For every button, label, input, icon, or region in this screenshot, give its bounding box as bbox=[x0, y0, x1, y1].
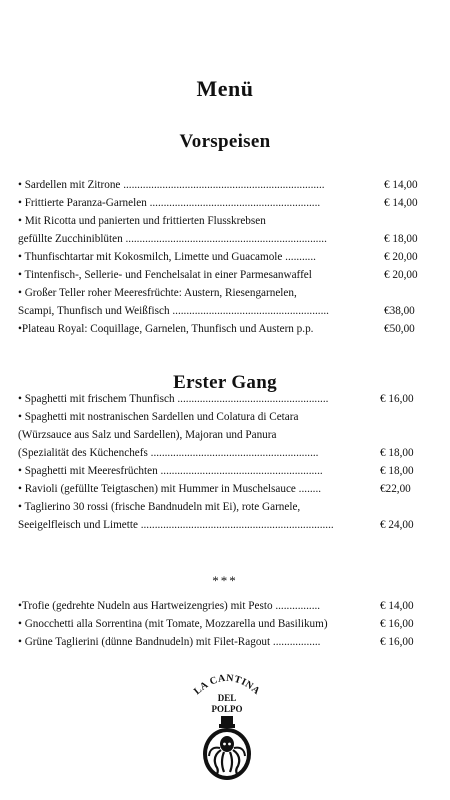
menu-item-price: € 20,00 bbox=[384, 269, 418, 281]
menu-item-price: € 24,00 bbox=[380, 519, 414, 531]
menu-item-text: (Spezialität des Küchenchefs ............................................................ bbox=[18, 447, 319, 459]
menu-list-erster-gang bbox=[18, 390, 414, 534]
menu-item bbox=[18, 462, 414, 480]
menu-item-text: • Frittierte Paranza-Garnelen ............................................................. bbox=[18, 197, 321, 209]
separator: *** bbox=[212, 573, 238, 588]
menu-item-text: • Spaghetti mit Meeresfrüchten .......................................................... bbox=[18, 465, 323, 477]
section-title-vorspeisen: Vorspeisen bbox=[179, 131, 271, 152]
menu-item-price: € 14,00 bbox=[384, 197, 418, 209]
menu-item-price: € 20,00 bbox=[384, 251, 418, 263]
menu-item-text: Scampi, Thunfisch und Weißfisch ........................................................ bbox=[18, 305, 329, 317]
menu-item-text: • Mit Ricotta und panierten und frittierten Flusskrebsen bbox=[18, 215, 266, 227]
menu-item bbox=[18, 212, 329, 230]
logo-text-line1: LA CANTINA bbox=[191, 672, 263, 698]
logo-text-line3: POLPO bbox=[211, 704, 243, 714]
logo-text-line2: DEL bbox=[217, 693, 237, 703]
menu-item bbox=[18, 444, 414, 462]
menu-item-price: € 16,00 bbox=[380, 393, 414, 405]
menu-item-price: € 18,00 bbox=[380, 447, 414, 459]
menu-item bbox=[18, 408, 334, 426]
menu-item-text: gefüllte Zucchiniblüten ........................................................................ bbox=[18, 233, 327, 245]
menu-item bbox=[18, 426, 334, 444]
menu-item bbox=[18, 194, 418, 212]
menu-item bbox=[18, 516, 414, 534]
menu-item-text: • Ravioli (gefüllte Teigtaschen) mit Hummer in Muschelsauce ........ bbox=[18, 483, 322, 495]
menu-item-text: •Plateau Royal: Coquillage, Garnelen, Thunfisch und Austern p.p. bbox=[18, 323, 314, 335]
menu-item bbox=[18, 597, 414, 615]
menu-item-text: • Spaghetti mit frischem Thunfisch ...................................................... bbox=[18, 393, 329, 405]
menu-item-text: (Würzsauce aus Salz und Sardellen), Majoran und Panura bbox=[18, 429, 277, 441]
menu-item-text: • Grüne Taglierini (dünne Bandnudeln) mit Filet-Ragout ................. bbox=[18, 636, 321, 648]
menu-item bbox=[18, 320, 415, 338]
menu-list-vorspeisen bbox=[18, 176, 418, 338]
menu-item-text: • Thunfischtartar mit Kokosmilch, Limette und Guacamole ........... bbox=[18, 251, 316, 263]
menu-item-price: € 16,00 bbox=[380, 618, 414, 630]
menu-item-price: € 14,00 bbox=[384, 179, 418, 191]
menu-item-text: • Spaghetti mit nostranischen Sardellen und Colatura di Cetara bbox=[18, 411, 299, 423]
menu-item-price: €22,00 bbox=[380, 483, 411, 495]
menu-item bbox=[18, 480, 411, 498]
menu-item-text: • Tintenfisch-, Sellerie- und Fenchelsalat in einer Parmesanwaffel bbox=[18, 269, 312, 281]
menu-item bbox=[18, 615, 414, 633]
menu-list-more bbox=[18, 597, 414, 651]
menu-item bbox=[18, 633, 414, 651]
menu-item-text: •Trofie (gedrehte Nudeln aus Hartweizengries) mit Pesto ................ bbox=[18, 600, 321, 612]
menu-item-price: € 16,00 bbox=[380, 636, 414, 648]
menu-item bbox=[18, 266, 418, 284]
menu-item-price: €38,00 bbox=[384, 305, 415, 317]
menu-item-price: €50,00 bbox=[384, 323, 415, 335]
menu-item bbox=[18, 230, 418, 248]
menu-item-text: • Taglierino 30 rossi (frische Bandnudeln mit Ei), rote Garnele, bbox=[18, 501, 301, 513]
page-title: Menü bbox=[196, 76, 254, 101]
menu-item-text: • Großer Teller roher Meeresfrüchte: Austern, Riesengarnelen, bbox=[18, 287, 297, 299]
menu-item bbox=[18, 176, 418, 194]
menu-item-text: • Sardellen mit Zitrone ........................................................................ bbox=[18, 179, 325, 191]
menu-item bbox=[18, 498, 334, 516]
menu-item-price: € 18,00 bbox=[384, 233, 418, 245]
menu-item bbox=[18, 248, 418, 266]
menu-item-price: € 18,00 bbox=[380, 465, 414, 477]
restaurant-logo bbox=[190, 666, 264, 782]
menu-item-text: • Gnocchetti alla Sorrentina (mit Tomate, Mozzarella und Basilikum) bbox=[18, 618, 328, 630]
menu-item bbox=[18, 302, 415, 320]
menu-item bbox=[18, 390, 414, 408]
menu-item-price: € 14,00 bbox=[380, 600, 414, 612]
menu-item bbox=[18, 284, 329, 302]
octopus-bottle-icon bbox=[190, 666, 264, 782]
section-title-erster-gang: Erster Gang bbox=[173, 372, 277, 393]
menu-item-text: Seeigelfleisch und Limette ..................................................................... bbox=[18, 519, 334, 531]
